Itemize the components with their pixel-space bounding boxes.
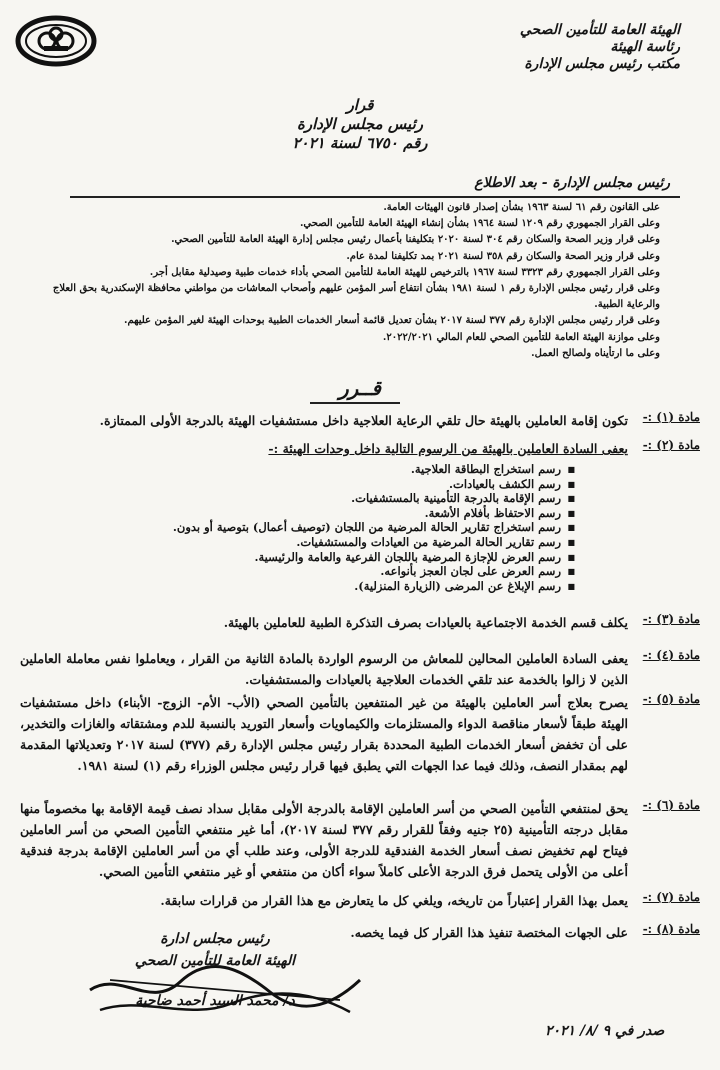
article-1 xyxy=(20,410,700,431)
recital-item: وعلى قرار وزير الصحة والسكان رقم ٣٠٤ لسنة ٢٠٢٠ بتكليفنا بأعمال رئيس مجلس إدارة الهيئة العامة للتأمين الصحي. xyxy=(171,234,660,246)
article-label: مادة (٦) :- xyxy=(642,798,700,812)
exempt-fees-list xyxy=(172,462,575,593)
decree-word: قرار xyxy=(346,96,374,114)
org-line-authority: الهيئة العامة للتأمين الصحي xyxy=(519,22,680,38)
recital-item: على القانون رقم ٦١ لسنة ١٩٦٣ بشأن إصدار قانون الهيئات العامة. xyxy=(383,202,660,213)
decides-underline xyxy=(310,402,400,404)
recital-item: وعلى قرار رئيس مجلس الإدارة رقم ٣٧٧ لسنة ٢٠١٧ بشأن تعديل قائمة أسعار الخدمات الطبية بوحدات الهيئة لغير المؤمن عليهم. xyxy=(123,315,660,327)
article-label: مادة (٣) :- xyxy=(642,612,700,626)
recital-item: وعلى قرار وزير الصحة والسكان رقم ٣٥٨ لسنة ٢٠٢١ بمد تكليفنا لمدة عام. xyxy=(346,250,660,262)
article-text: تكون إقامة العاملين بالهيئة حال تلقي الرعاية العلاجية داخل مستشفيات الهيئة بالدرجة الأولى الممتازة. xyxy=(99,413,628,428)
decree-number: رقم ٦٧٥٠ لسنة ٢٠٢١ xyxy=(292,134,428,152)
recital-item: وعلى موازنة الهيئة العامة للتأمين الصحي للعام المالي ٢٠٢٢/٢٠٢١. xyxy=(382,331,660,343)
article-label: مادة (٨) :- xyxy=(642,922,700,936)
organization-header xyxy=(420,22,680,73)
article-text: يعفى السادة العاملين بالهيئة من الرسوم التالية داخل وحدات الهيئة :- xyxy=(268,441,628,456)
recital-item: وعلى القرار الجمهوري رقم ٣٣٢٣ لسنة ١٩٦٧ بالترخيص للهيئة العامة للتأمين الصحي بأداء خدمات طبية وصيدلية مقابل أجر. xyxy=(149,266,660,278)
article-label: مادة (٢) :- xyxy=(642,438,700,452)
article-label: مادة (٤) :- xyxy=(642,648,700,662)
article-3 xyxy=(20,612,700,633)
fee-item: ■ رسم العرض للإجازة المرضية باللجان الفرعية والعامة والرئيسية. xyxy=(175,550,575,565)
signature-name: د/ محمد السيد أحمد ضاحية xyxy=(135,993,295,1009)
article-6 xyxy=(20,798,700,882)
decree-issuer: رئيس مجلس الإدارة xyxy=(297,115,423,133)
org-line-presidency: رئاسة الهيئة xyxy=(610,39,680,55)
decree-heading xyxy=(0,96,720,153)
article-text: على الجهات المختصة تنفيذ هذا القرار كل فيما يخصه. xyxy=(350,925,628,940)
article-2 xyxy=(20,438,700,459)
fee-item: ■ رسم الاحتفاظ بأفلام الأشعة. xyxy=(175,506,575,521)
org-line-office: مكتب رئيس مجلس الإدارة xyxy=(524,56,680,72)
recital-item: وعلى ما ارتأيناه ولصالح العمل. xyxy=(531,347,660,359)
recital-item: والرعاية الطبية. xyxy=(594,299,660,311)
fee-item: ■ رسم استخراج البطاقة العلاجية. xyxy=(175,462,575,477)
fee-item: ■ رسم استخراج تقارير الحالة المرضية من اللجان (توصيف أعمال) بتوصية أو بدون. xyxy=(175,520,575,535)
hia-logo-icon xyxy=(14,14,98,68)
article-7 xyxy=(20,890,700,911)
decides-heading: قــرر xyxy=(339,376,381,400)
recitals-list xyxy=(50,200,660,362)
article-text: يحق لمنتفعي التأمين الصحي من أسر العاملين الإقامة بالدرجة الأولى مقابل سداد نصف قيمة الإقامة بها مخصوماً منها مقابل درجته التأمينية (٢٥ جنيه وفقاً للقرار رقم ٣٧٧ لسنة ٢٠١٧)، أما غير منتفعي التأمين الصحي من أسر العاملين فيتاح لهم تخفيض نصف أسعار الخدمة الفندقية للدرجة الأولى، وعند طلب أي من أسر العاملين الإقامة بدرجة فندقية أعلى من الأولى يتحمل فرق الدرجة الأعلى كاملاً سواء أكان من منتفعي أو غير منتفعي التأمين الصحي. xyxy=(20,801,629,879)
fee-item: ■ رسم العرض على لجان العجز بأنواعه. xyxy=(175,564,575,579)
preamble-title: رئيس مجلس الإدارة - بعد الاطلاع xyxy=(474,175,670,191)
recital-item: وعلى القرار الجمهوري رقم ١٢٠٩ لسنة ١٩٦٤ بشأن إنشاء الهيئة العامة للتأمين الصحي. xyxy=(299,218,660,230)
article-text: يكلف قسم الخدمة الاجتماعية بالعيادات بصرف التذكرة الطبية للعاملين بالهيئة. xyxy=(223,615,628,630)
article-4 xyxy=(20,648,700,690)
article-text: يعفى السادة العاملين المحالين للمعاش من الرسوم الواردة بالمادة الثانية من القرار ، ويعاملوا نفس معاملة العاملين الذين لا زالوا بالخدمة عند تلقي الخدمات العلاجية بالعيادات والمستشفيات. xyxy=(20,651,628,687)
fee-item: ■ رسم تقارير الحالة المرضية من العيادات والمستشفيات. xyxy=(175,535,575,550)
signature-title: رئيس مجلس ادارة xyxy=(160,931,270,947)
fee-item: ■ رسم الإقامة بالدرجة التأمينية بالمستشفيات. xyxy=(175,491,575,506)
handwritten-signature-icon xyxy=(80,960,370,1030)
fee-item: ■ رسم الإبلاغ عن المرضى (الزيارة المنزلية). xyxy=(175,579,575,594)
article-label: مادة (١) :- xyxy=(642,410,700,424)
recital-item: وعلى قرار رئيس مجلس الإدارة رقم ١ لسنة ١٩٨١ بشأن انتفاع أسر المؤمن عليهم وأصحاب المعاشات من مواطني محافظة الإسكندرية بحق العلاج xyxy=(52,283,660,295)
article-text: يصرح بعلاج أسر العاملين بالهيئة من غير المنتفعين بالتأمين الصحي (الأب- الأم- الزوج- الأبناء) داخل مستشفيات الهيئة طبقاً لأسعار مناقصة الدواء والمستلزمات والكيماويات وأسعار التوريد بالنسبة للدم ومشتقاته والغازات والتخدير، على أن تخفض أسعار الخدمات الطبية المحددة بقرار رئيس مجلس الإدارة رقم (٣٧٧) لسنة ٢٠١٧ وتعديلاتها المقدمة لهم بمقدار النصف، وذلك فيما عدا الجهات التي يطبق فيها قرار رئيس مجلس الوزراء رقم (١) لسنة ١٩٨١. xyxy=(20,695,629,773)
article-label: مادة (٧) :- xyxy=(642,890,700,904)
article-text: يعمل بهذا القرار إعتباراً من تاريخه، ويلغي كل ما يتعارض مع هذا القرار من قرارات سابقة. xyxy=(160,893,628,908)
article-label: مادة (٥) :- xyxy=(642,692,700,706)
article-5 xyxy=(20,692,700,776)
fee-item: ■ رسم الكشف بالعيادات. xyxy=(175,477,575,492)
preamble-underline xyxy=(70,196,680,198)
signature-org: الهيئة العامة للتأمين الصحي xyxy=(134,953,296,969)
issue-date: صدر في ٩ /٨/ ٢٠٢١ xyxy=(545,1023,665,1039)
